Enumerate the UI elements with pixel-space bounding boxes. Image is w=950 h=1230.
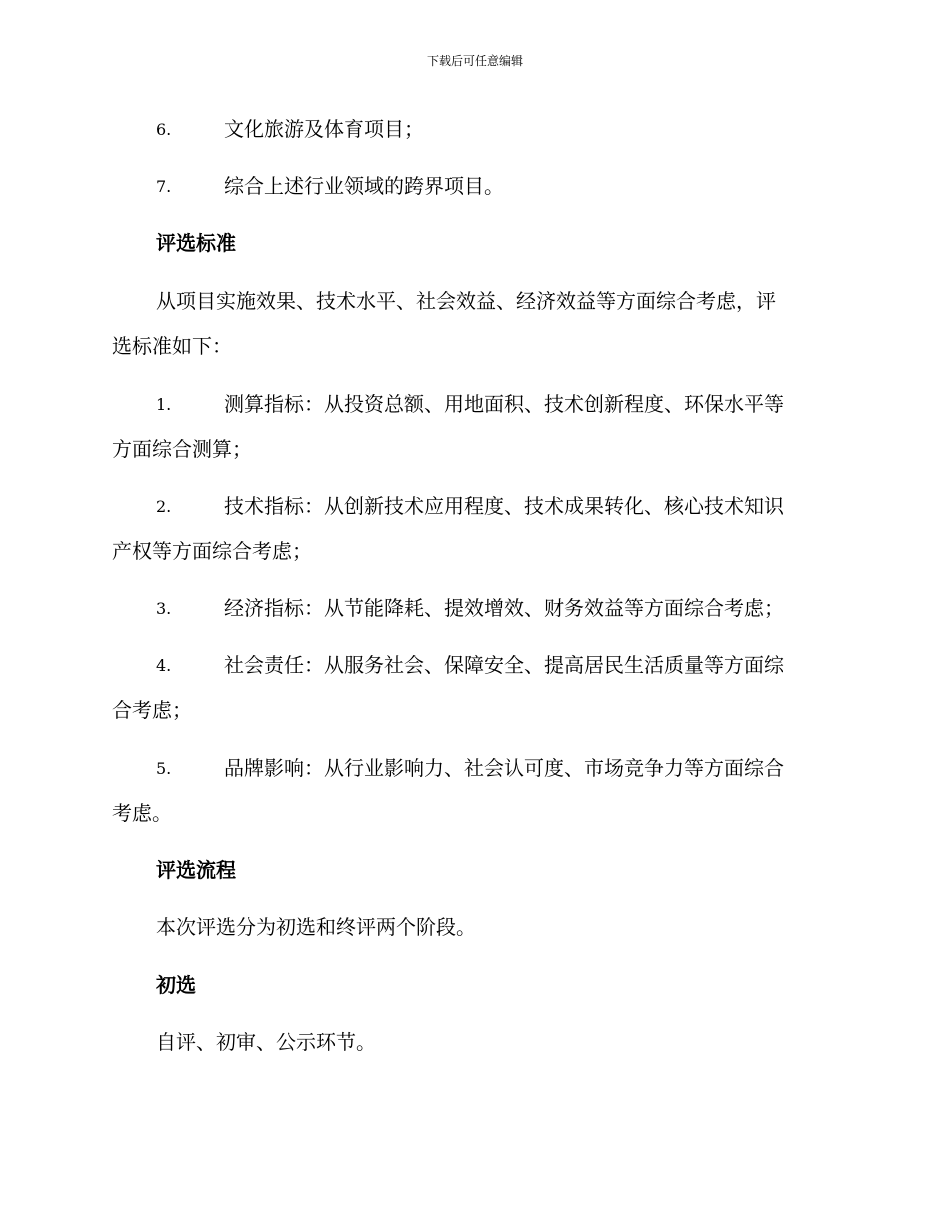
section-heading-preliminary: 初选: [156, 973, 196, 997]
list-number: 3.: [156, 599, 172, 618]
list-number: 2.: [156, 497, 172, 516]
list-item-text: 合考虑；: [112, 698, 192, 722]
section-heading-criteria: 评选标准: [156, 231, 236, 255]
list-item-text: 测算指标：从投资总额、用地面积、技术创新程度、环保水平等: [224, 392, 784, 416]
list-item-text: 社会责任：从服务社会、保障安全、提高居民生活质量等方面综: [224, 653, 784, 677]
list-number: 5.: [156, 759, 172, 778]
page-header: 下载后可任意编辑: [426, 54, 523, 68]
list-item-text: 综合上述行业领域的跨界项目。: [224, 174, 504, 198]
list-item-text: 文化旅游及体育项目；: [224, 117, 424, 141]
paragraph-line: 从项目实施效果、技术水平、社会效益、经济效益等方面综合考虑，评: [156, 289, 776, 313]
paragraph-line: 自评、初审、公示环节。: [156, 1030, 376, 1054]
list-number: 4.: [156, 656, 172, 675]
list-item-text: 技术指标：从创新技术应用程度、技术成果转化、核心技术知识: [224, 494, 784, 518]
list-item-text: 品牌影响：从行业影响力、社会认可度、市场竞争力等方面综合: [224, 756, 784, 780]
list-number: 6.: [156, 120, 172, 139]
section-heading-process: 评选流程: [156, 858, 236, 882]
list-number: 7.: [156, 177, 172, 196]
list-number: 1.: [156, 395, 172, 414]
list-item-text: 考虑。: [112, 801, 172, 825]
list-item-text: 产权等方面综合考虑；: [112, 539, 312, 563]
list-item-text: 经济指标：从节能降耗、提效增效、财务效益等方面综合考虑；: [224, 596, 784, 620]
paragraph-line: 本次评选分为初选和终评两个阶段。: [156, 915, 476, 939]
paragraph-line: 选标准如下：: [112, 334, 232, 358]
list-item-text: 方面综合测算；: [112, 437, 252, 461]
